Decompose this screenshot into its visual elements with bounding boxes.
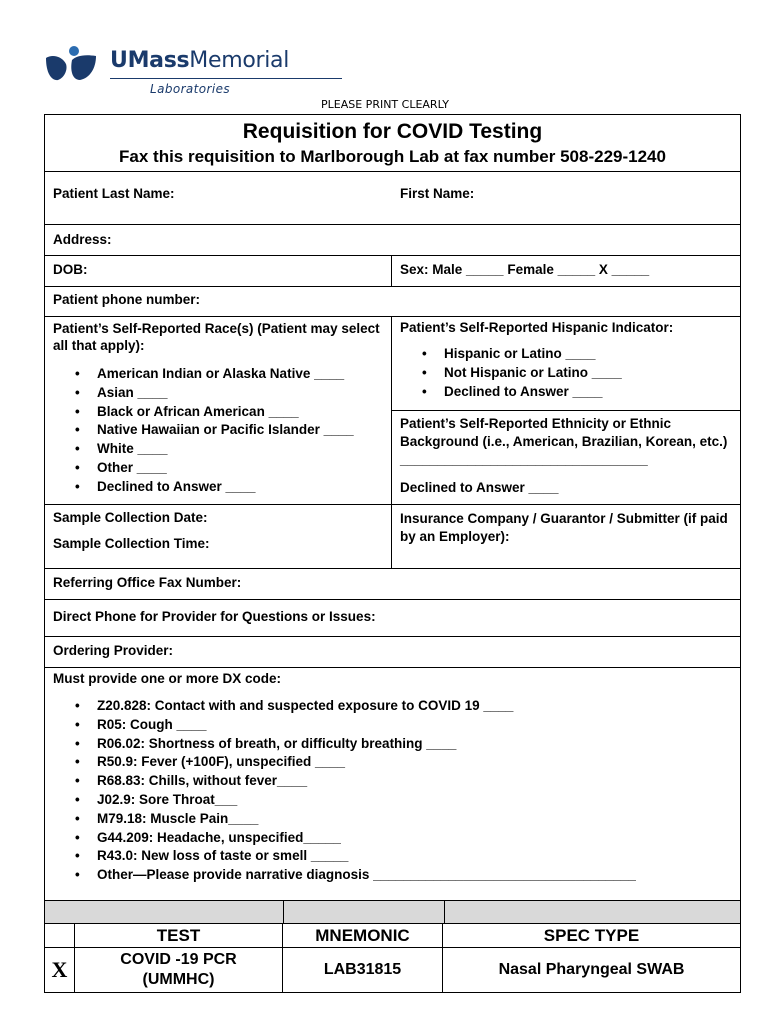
- mnemonic-header: MNEMONIC: [283, 924, 442, 948]
- name-row: [45, 172, 740, 225]
- hispanic-option[interactable]: • Not Hispanic or Latino ____: [444, 364, 732, 383]
- dx-codes-section: [45, 668, 740, 900]
- dx-code-option[interactable]: • R68.83: Chills, without fever____: [97, 772, 732, 791]
- hispanic-option[interactable]: • Declined to Answer ____: [444, 383, 732, 402]
- collection-section: [45, 505, 392, 568]
- dx-code-option[interactable]: • Other—Please provide narrative diagnosis ___________________________________: [97, 866, 732, 885]
- race-option[interactable]: • White ____: [97, 440, 383, 459]
- logo-name: UMassMemorial: [110, 48, 290, 73]
- dob-field[interactable]: DOB:: [45, 256, 392, 286]
- dx-code-option[interactable]: • R43.0: New loss of taste or smell _____: [97, 847, 732, 866]
- hispanic-indicator-section: [392, 317, 740, 411]
- direct-phone-field[interactable]: Direct Phone for Provider for Questions or Issues:: [53, 609, 376, 624]
- dx-code-option[interactable]: • Z20.828: Contact with and suspected exposure to COVID 19 ____: [97, 697, 732, 716]
- mnemonic-column: [283, 924, 443, 992]
- mark-column: [45, 924, 75, 992]
- address-row: [45, 225, 740, 256]
- test-table: [45, 924, 740, 992]
- test-header: TEST: [75, 924, 282, 948]
- referring-fax-field[interactable]: Referring Office Fax Number:: [53, 575, 242, 590]
- mark-header: [45, 924, 74, 948]
- umass-memorial-logo: [44, 44, 314, 100]
- logo-subtitle: Laboratories: [150, 82, 231, 96]
- race-option[interactable]: • Declined to Answer ____: [97, 478, 383, 497]
- test-column: [75, 924, 283, 992]
- form-subtitle: Fax this requisition to Marlborough Lab at fax number 508-229-1240: [119, 147, 666, 166]
- dx-code-option[interactable]: • M79.18: Muscle Pain____: [97, 810, 732, 829]
- umass-logo-icon: [44, 44, 100, 84]
- dx-code-option[interactable]: • J02.9: Sore Throat___: [97, 791, 732, 810]
- race-options: [53, 365, 383, 497]
- requisition-form: [44, 114, 741, 993]
- dx-code-option[interactable]: • R06.02: Shortness of breath, or difficulty breathing ____: [97, 735, 732, 754]
- ethnicity-field[interactable]: Patient’s Self-Reported Ethnicity or Ethnic Background (i.e., American, Brazilian, Korean, etc.) _________________________________: [400, 416, 728, 467]
- dx-code-list: [53, 697, 732, 885]
- race-option[interactable]: • American Indian or Alaska Native ____: [97, 365, 383, 384]
- hispanic-option[interactable]: • Hispanic or Latino ____: [444, 345, 732, 364]
- race-label: Patient’s Self-Reported Race(s) (Patient may select all that apply):: [53, 321, 380, 353]
- collection-time-field[interactable]: Sample Collection Time:: [53, 536, 210, 551]
- race-ethnicity-row: [45, 317, 740, 505]
- dx-code-option[interactable]: • R05: Cough ____: [97, 716, 732, 735]
- spec-type-value: Nasal Pharyngeal SWAB: [498, 961, 685, 978]
- form-title-row: [45, 115, 740, 172]
- last-name-field[interactable]: Patient Last Name:: [53, 186, 175, 201]
- ordering-provider-field[interactable]: Ordering Provider:: [53, 643, 174, 658]
- test-name: COVID -19 PCR (UMMHC): [120, 951, 237, 988]
- hispanic-label: Patient’s Self-Reported Hispanic Indicator:: [400, 320, 674, 335]
- ordering-provider-row: [45, 637, 740, 668]
- race-section: [45, 317, 392, 504]
- collection-insurance-row: [45, 505, 740, 569]
- form-title: Requisition for COVID Testing: [242, 120, 543, 143]
- race-option[interactable]: • Asian ____: [97, 384, 383, 403]
- gray-cell: [45, 901, 284, 923]
- phone-row: [45, 287, 740, 317]
- first-name-field[interactable]: First Name:: [400, 186, 475, 201]
- gray-spacer-row: [45, 901, 740, 924]
- selected-test-mark[interactable]: X: [51, 957, 68, 982]
- address-field[interactable]: Address:: [53, 232, 112, 247]
- dob-sex-row: [45, 256, 740, 287]
- race-option[interactable]: • Native Hawaiian or Pacific Islander ____: [97, 421, 383, 440]
- spec-type-column: [443, 924, 740, 992]
- sex-field[interactable]: Sex: Male _____ Female _____ X _____: [400, 262, 650, 277]
- race-option[interactable]: • Black or African American ____: [97, 403, 383, 422]
- dx-codes-row: [45, 668, 740, 901]
- collection-date-field[interactable]: Sample Collection Date:: [53, 510, 208, 525]
- hispanic-ethnicity-section: [392, 317, 740, 504]
- ethnicity-declined-option[interactable]: Declined to Answer ____: [400, 480, 559, 495]
- ethnicity-section: [392, 411, 740, 499]
- logo-rule: [110, 78, 342, 79]
- print-clearly-note: PLEASE PRINT CLEARLY: [321, 98, 449, 111]
- dx-code-option[interactable]: • R50.9: Fever (+100F), unspecified ____: [97, 753, 732, 772]
- insurance-field[interactable]: Insurance Company / Guarantor / Submitter (if paid by an Employer):: [400, 511, 728, 544]
- dx-label: Must provide one or more DX code:: [53, 671, 282, 686]
- dx-code-option[interactable]: • G44.209: Headache, unspecified_____: [97, 829, 732, 848]
- gray-cell: [284, 901, 445, 923]
- hispanic-options: [400, 345, 732, 401]
- referring-fax-row: [45, 569, 740, 600]
- direct-phone-row: [45, 600, 740, 637]
- patient-phone-field[interactable]: Patient phone number:: [53, 292, 201, 307]
- spec-type-header: SPEC TYPE: [443, 924, 740, 948]
- race-option[interactable]: • Other ____: [97, 459, 383, 478]
- test-mnemonic: LAB31815: [323, 961, 402, 978]
